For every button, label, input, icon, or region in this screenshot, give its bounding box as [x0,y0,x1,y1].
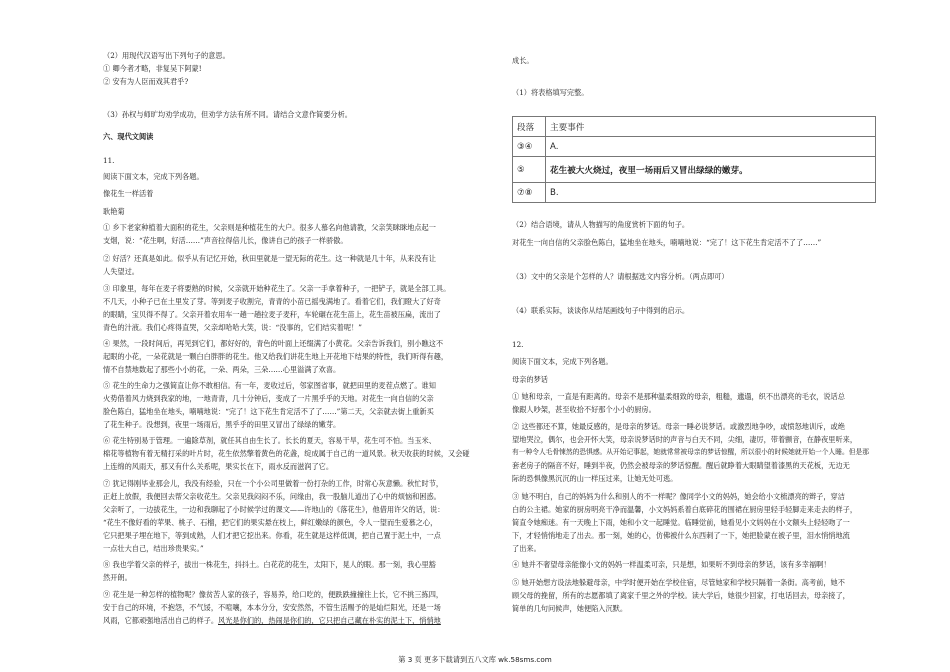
paragraph-line: 白的公主裙。她家的厨房明亮干净而温馨，小文妈妈系着白底碎花的围裙在厨房里轻手轻脚走来走去的样子， [512,505,858,514]
essay-author: 耿艳菊 [103,207,125,216]
paragraph-line: 情不自禁地数起了那些小小的花，一朵、两朵，三朵……心里溢满了欢喜。 [103,365,341,374]
paragraph-line: 安于自己的环境，不抱怨，不气馁，不喧嚷，本本分分，安安然然，不管生活赐予的是灿烂阳光，还是一场 [103,603,441,612]
paragraph-line: ② 这些都还不算，她最反感的，是母亲的梦话。母亲一睡必说梦话。或激烈地争吵，或愤怒地训斥，或绝 [512,422,845,431]
page-footer: 第 3 页 更多下载请到五八文库 wk.58sms.com [398,655,552,664]
paragraph-line: 支烟，说：“花生啊，好活……”声音拉得倍儿长，像讲自己的孩子一样骄傲。 [103,236,348,245]
question-3-title: （3）文中的父亲是个怎样的人？请根据选文内容分析。（两点即可） [512,272,729,281]
paragraph-line: 父亲听了，一边拔花生，一边和我聊起了小时候学过的课文——许地山的《落花生》，他借用许父的话，说： [103,505,445,514]
question-3-text: （3）孙权与师旷均劝学成功，但劝学方法有所不同。请结合文意作简要分析。 [103,110,352,119]
paragraph-line: ⑤ 花生的生命力之强简直让你不敢相信。有一年，麦收过后，邻家图省事，就把田里的麦茬点燃了。谁知 [103,381,436,390]
paragraph-line: ① 乡下老家种植着大面积的花生，父亲则是种植花生的大户。很多人慕名向他请教，父亲笑眯眯地点起一 [103,223,436,232]
question-4-title: （4）联系实际，谈谈你从结尾画线句子中得到的启示。 [512,306,690,315]
paragraph-text: 风雨，它都顽强地活出自己的样子。 [103,616,219,625]
paragraph-line: ⑨ 花生是一种怎样的植物呢？像贫苦人家的孩子，容易养，给口吃的，便跌跌撞撞往上长，它不挑三拣四， [103,590,444,599]
paragraph-line: ③ 她不明白，自己的妈妈为什么和别人的不一样呢？像同学小文的妈妈，她会给小文梳漂亮的辫子，穿洁 [512,492,845,501]
paragraph-line: 火势借着风力烧到我家的地，一地青青，几十分钟后，变成了一片黑乎乎的天地。对花生一向自信的父亲 [103,394,434,403]
paragraph-line: 简直令她痴迷。有一天晚上下雨，她和小文一起睡觉。临睡觉前，她看见小文妈妈在小文额头上轻轻吻了一 [512,518,850,527]
paragraph-line [103,614,441,627]
essay-title: 母亲的梦话 [512,375,548,384]
paragraph-line: ④ 她并不奢望母亲能像小文的妈妈一样温柔可亲，只是想，如果听不到母亲的梦话，该有多幸福啊！ [512,560,831,569]
question-1-title: （1）将表格填写完整。 [512,88,589,97]
question-11-number: 11. [103,156,115,165]
table-row [513,137,876,157]
paragraph-line: 不几天，小种子已在土里发了芽。等到麦子收割完，青青的小苗已摇曳满地了。看着它们，我们瞪大了好奇 [103,297,441,306]
question-2-sentence-1: ① 卿今者才略，非复吴下阿蒙! [103,64,202,73]
paragraph-line: ① 她和母亲，一直是有距离的。母亲不是那种温柔细致的母亲，粗糙，邋遢，织不出漂亮的毛衣，说话总 [512,392,845,401]
question-12-number: 12. [512,340,524,349]
paragraph-line: 人失望过。 [103,267,139,276]
question-2-sentence-2: ② 安有为人臣而戏其君乎? [103,77,189,86]
table-cell: B. [546,183,876,203]
paragraph-line: ② 好活？还真是如此。似乎从有记忆开始，秋田里就是一望无际的花生。这一种就是几十年，从来没有让 [103,254,436,263]
paragraph-line: 正赶上放假，我便回去帮父亲收花生。父亲见我闷闷不乐，问缘由，我一股脑儿道出了心中的烦恼和困惑。 [103,492,441,501]
paragraph-line: 际的恐惧像黑沉沉的山一样压过来，让她无处可逃。 [512,474,678,483]
paragraph-line: 棉花等植物有着无精打采的叶片时，花生依然擎着黄色的花盏，绽成属于自己的一道风景。秋天收获的时候，又会碰 [103,449,470,458]
paragraph-line: 然开朗。 [103,573,132,582]
table-header-row [513,117,876,137]
paragraph-line: 望地哭泣，偶尔，也会开怀大笑，母亲说梦话时的声音与白天不同，尖细，凄厉，带着颤音，在静夜里听来， [512,435,858,444]
question-2-quote: 对花生一向自信的父亲脸色陈白，猛地坐在地头，喃喃地说：“完了！这下花生肯定活不了了……” [512,238,822,247]
paragraph-line: “花生不像好看的苹果、桃子、石榴，把它们的果实悬在枝上，鲜红嫩绿的颜色，令人一望而生爱慕之心， [103,518,438,527]
paragraph-line: 脸色陈白，猛地坐在地头，喃喃地说：“完了！这下花生肯定活不了了……”第二天，父亲就去街上重新买 [103,407,434,416]
events-table [512,116,876,203]
table-cell: ⑦⑧ [513,183,546,203]
paragraph-line: 了出来。 [512,544,541,553]
essay-title: 像花生一样活着 [103,189,154,198]
paragraph-line: 青色的汁液。我们心疼得直哭，父亲却哈哈大笑，说：“没事的，它们结实着呢！” [103,323,362,332]
question-2-title: （2）结合语境，请从人物描写的角度赏析下面的句子。 [512,220,690,229]
table-cell: A. [546,137,876,157]
paragraph-line: 简单的几句问候声，她便陷入沉默。 [512,604,628,613]
paragraph-line: 有一种令人毛骨悚然的恐惧感。从开始记事起，她就常常被母亲的梦话惊醒，所以很小的时候她就开始一个人睡。但是那 [512,448,869,456]
table-row [513,157,876,183]
paragraph-line: 下，才轻悄悄地走了出去。那一刻，她的心，仿佛被什么东西刺了一下，她把脸蒙在被子里，泪水悄悄地流 [512,531,850,540]
table-cell: 花生被大火烧过，夜里一场雨后又冒出绿绿的嫩芽。 [546,157,876,183]
paragraph-line: 顾父母的挽留，所有的志愿都填了离家千里之外的学校。读大学后，她很少回家，打电话回去，母亲接了， [512,591,850,600]
paragraph-line: ⑤ 她开始想方设法地躲避母亲，中学时便开始在学校住宿，尽管她家和学校只隔着一条街。高考前，她不 [512,578,845,587]
section-heading: 六、现代文阅读 [103,132,154,141]
table-cell: ③④ [513,137,546,157]
table-cell: ⑤ [513,157,546,183]
question-2-title: （2）用现代汉语写出下列句子的意思。 [103,51,230,60]
paragraph-line: 起眼的小花，一朵花就是一颗白白胖胖的花生。他又给我们讲花生地上开花地下结果的特性，我们听得有趣， [103,352,449,361]
underlined-sentence: 风光是你们的，热闹是你们的，它只把自己藏在朴实的泥土下，悄悄地 [218,616,441,625]
paragraph-line: 它只把果子埋在地下，等到成熟，人们才把它挖出来。你看，花生就是这样低调，把自己置于泥土中，一点 [103,531,441,540]
paragraph-line: 的眼睛，宝贝得不得了。父亲开着农用车一趟一趟拉麦子麦秆，车轮碾在花生苗上，花生苗被压扁，流出了 [103,310,441,319]
paragraph-line: ③ 印象里，每年在麦子将要熟的时候，父亲就开始种花生了。父亲一手拿着种子，一把铲子，就是全部工具。 [103,284,451,293]
continued-text: 成长。 [512,56,534,65]
paragraph-line: ⑦ 犹记得刚毕业那会儿，我没有经验，只在一个小公司里做着一份打杂的工作，时常心灰意懒。秋忙时节， [103,479,444,488]
paragraph-line: 像跟人吵架，甚至收拾不好那个小小的厨房。 [512,405,656,414]
question-11-intro: 阅读下面文本，完成下列各题。 [103,172,204,181]
paragraph-line: ④ 果然，一段时间后，再见到它们，都好好的，青色的叶面上还缀满了小黄花。父亲告诉我们，别小瞧这不 [103,339,444,348]
paragraph-line: 了花生种子。没想到，夜里一场雨后，黑乎乎的田里又冒出了绿绿的嫩芽。 [103,420,341,429]
paragraph-line: 一点壮大自己，结出珍贵果实。” [103,544,204,553]
paragraph-line: ⑧ 我也学着父亲的样子，拔出一株花生，抖抖土。白花花的花生，太阳下，晃人的眼。那一刻，我心里豁 [103,560,436,569]
table-row [513,183,876,203]
question-12-intro: 阅读下面文本，完成下列各题。 [512,357,613,366]
paragraph-line: 套老房子的隔音不好，睡到半夜，仍然会被母亲的梦话惊醒。醒后就睁着大眼睛望着漆黑的天花板，无边无 [512,461,850,470]
paragraph-line: 上连绵的风雨天，那又有什么关系呢，果实长在下，雨水反而滋润了它。 [103,462,334,471]
paragraph-line: ⑥ 花生特别易于管理。一遍除草剂，就任其自由生长了。长长的夏天，容易干旱，花生可不怕。当玉米、 [103,436,436,445]
table-header-cell: 主要事件 [546,117,876,137]
table-header-cell: 段落 [513,117,546,137]
